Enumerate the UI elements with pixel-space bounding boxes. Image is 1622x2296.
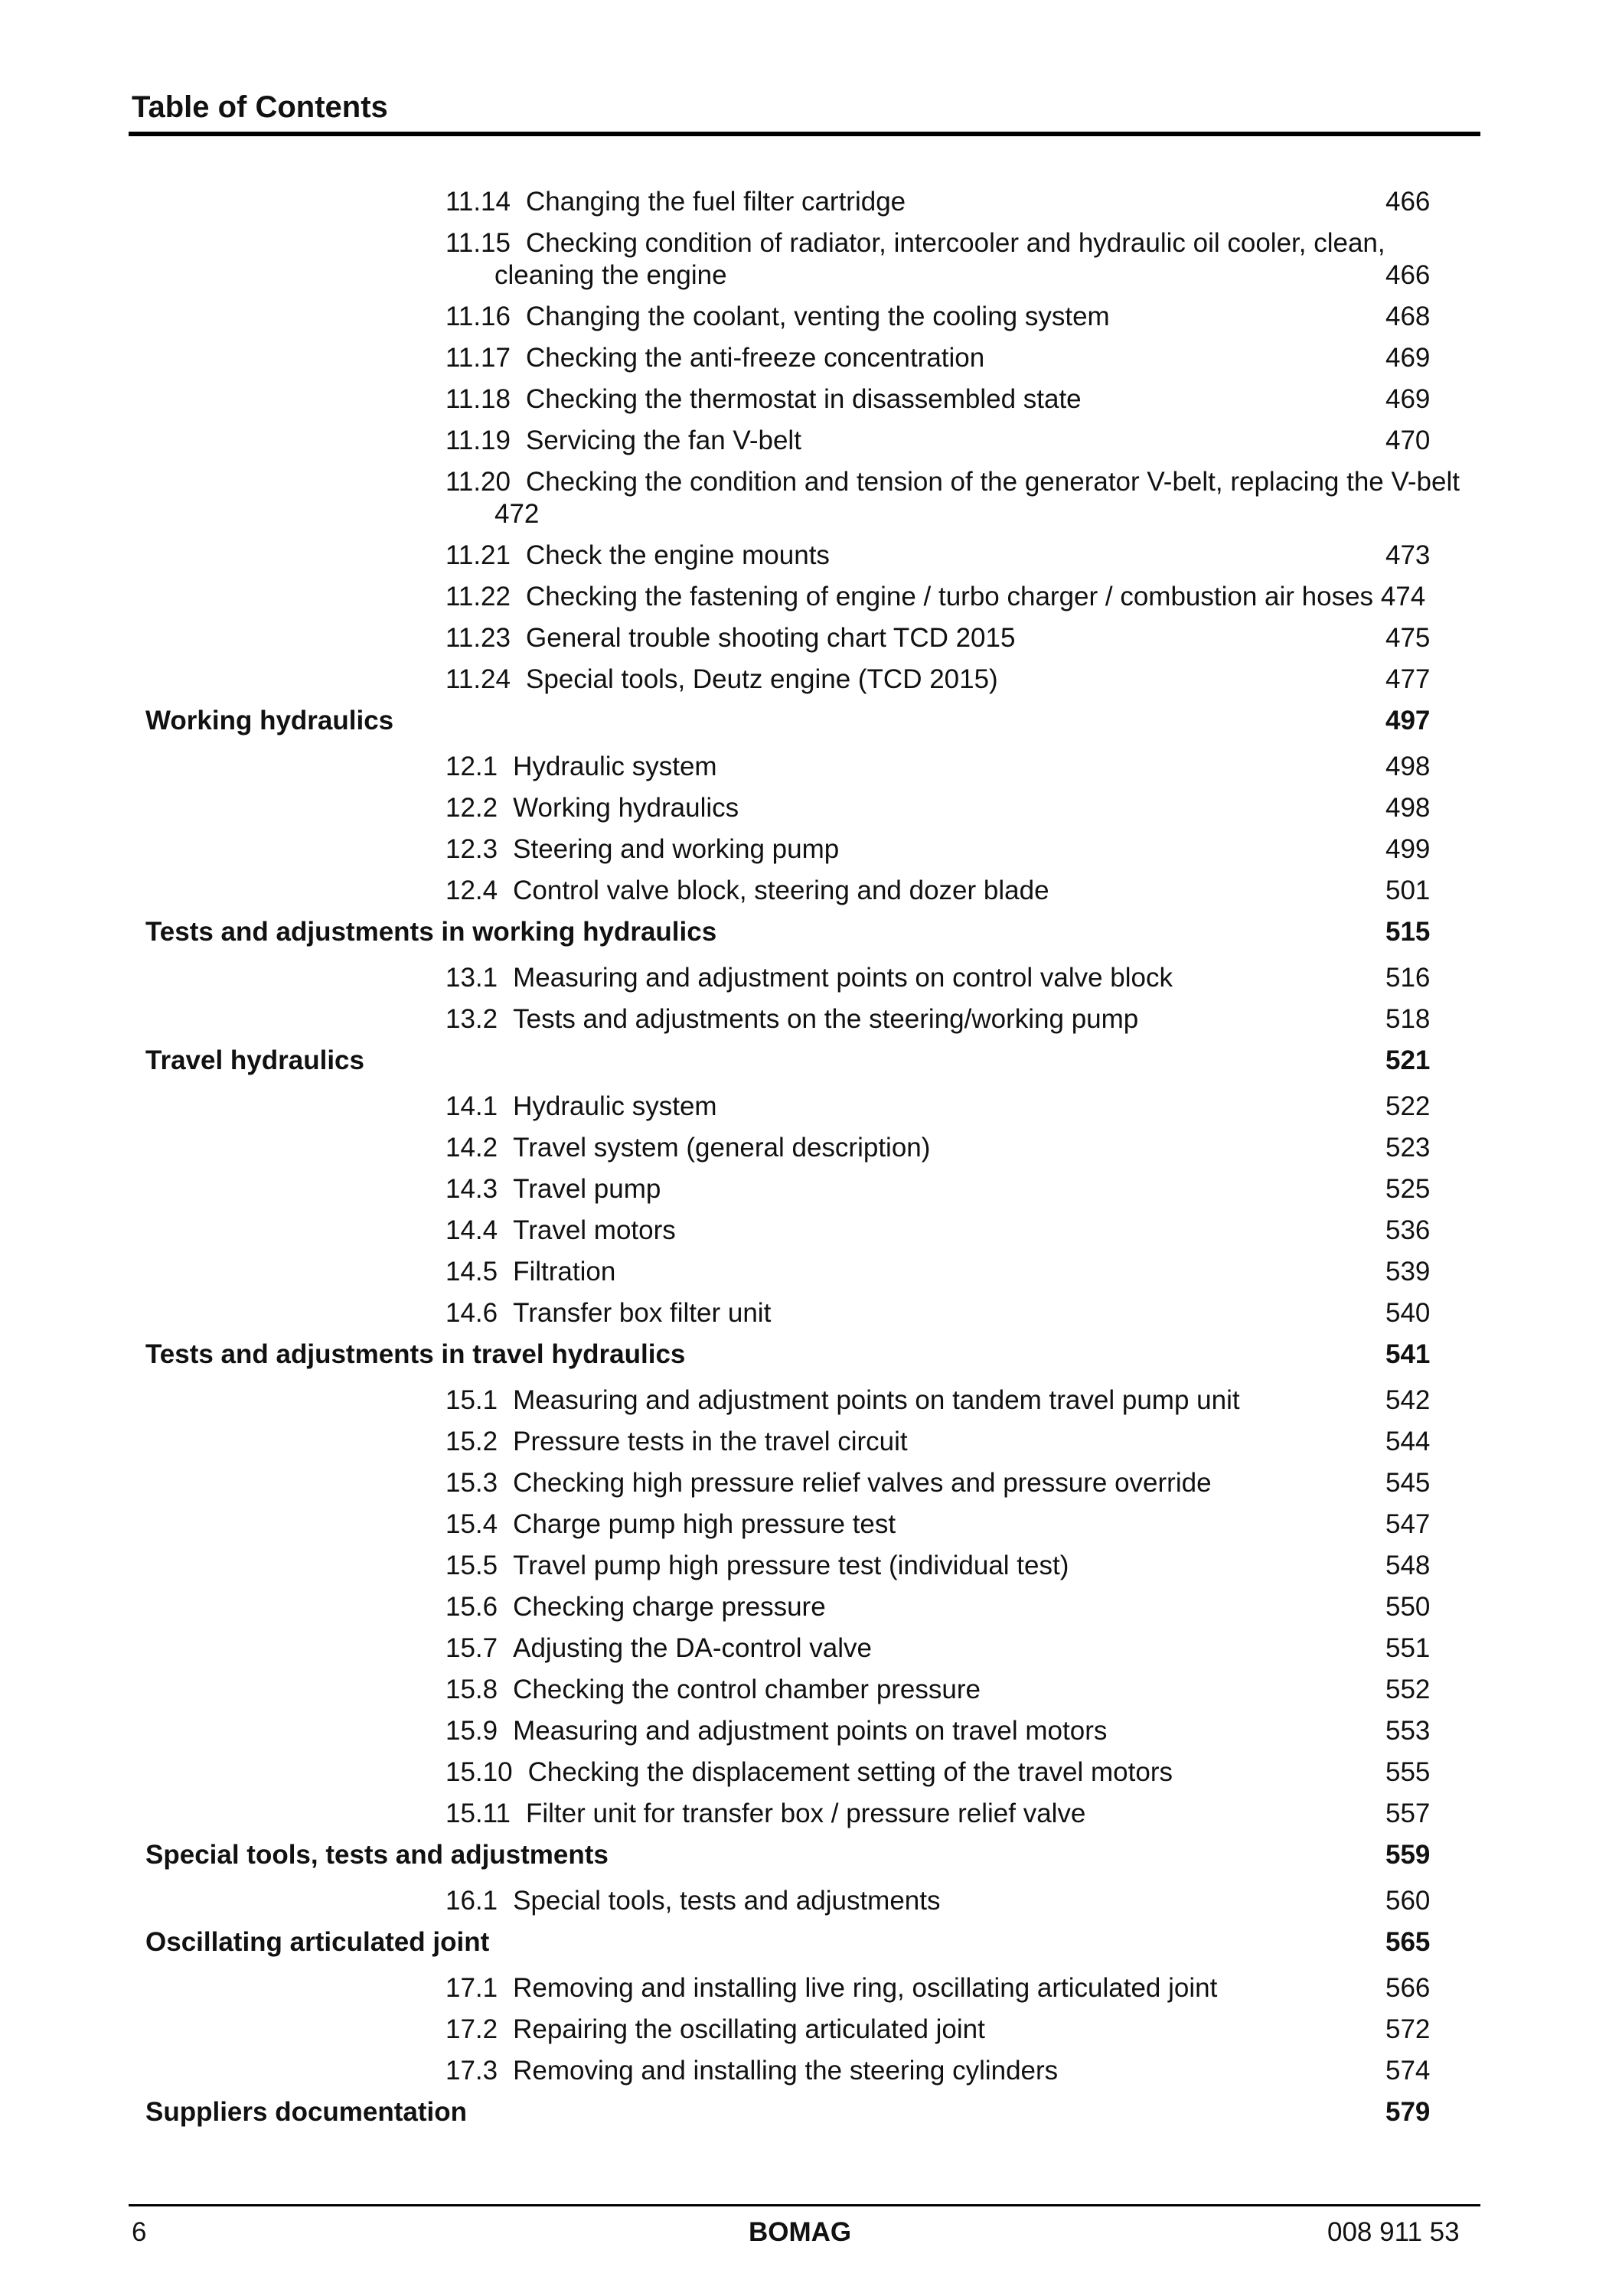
- toc-entry-title: Measuring and adjustment points on travel motors: [513, 1716, 1108, 1746]
- toc-entry-page: 501: [1385, 876, 1431, 905]
- toc-entry-number: 11.23: [445, 623, 511, 653]
- toc-entry: [445, 383, 1082, 416]
- toc-entry-title: Checking the anti-freeze concentration: [526, 343, 985, 373]
- toc-entry-title: Checking the thermostat in disassembled state: [526, 384, 1082, 414]
- toc-entry-number: 11.16: [445, 302, 511, 331]
- toc-entry-number: 11.14: [445, 187, 511, 217]
- toc-entry: [445, 1673, 981, 1707]
- toc-entry-title: Changing the coolant, venting the cooling system: [526, 302, 1110, 331]
- toc-chapter-page: 515: [1385, 917, 1431, 947]
- toc-entry: [445, 185, 906, 219]
- toc-entry-number: 17.2: [445, 2014, 498, 2044]
- toc-entry: [445, 1296, 771, 1330]
- toc-entry-number: 13.1: [445, 963, 498, 993]
- toc-entry-title: Checking charge pressure: [513, 1592, 826, 1622]
- toc-entry-number: 12.4: [445, 876, 498, 905]
- toc-entry-page: 498: [1385, 752, 1431, 781]
- toc-entry: [445, 1797, 1085, 1831]
- toc-entry-continuation: cleaning the engine: [494, 260, 727, 290]
- toc-entry-title: Travel pump: [513, 1174, 661, 1204]
- toc-entry-title: Servicing the fan V-belt: [526, 426, 801, 455]
- toc-entry-page: 470: [1385, 426, 1431, 455]
- toc-entry-page: 550: [1385, 1592, 1431, 1622]
- footer-doc-number: 008 911 53: [1327, 2217, 1460, 2247]
- toc-entry-number: 15.1: [445, 1385, 498, 1415]
- toc-entry-page: 555: [1385, 1757, 1431, 1787]
- toc-entry-number: 11.24: [445, 664, 511, 694]
- toc-entry-title: Adjusting the DA-control valve: [513, 1633, 872, 1663]
- toc-chapter-title: Special tools, tests and adjustments: [145, 1840, 609, 1870]
- toc-chapter-page: 497: [1385, 706, 1431, 735]
- toc-entry-number: 13.2: [445, 1004, 498, 1034]
- toc-entry: [445, 1384, 1240, 1417]
- toc-entry: [445, 1884, 940, 1918]
- toc-entry-number: 11.22: [445, 582, 511, 612]
- toc-entry-page: 523: [1385, 1133, 1431, 1163]
- toc-entry-number: 15.10: [445, 1757, 513, 1787]
- toc-entry-title: Hydraulic system: [513, 752, 717, 781]
- toc-entry: [445, 1090, 717, 1124]
- toc-entry-number: 15.7: [445, 1633, 498, 1663]
- toc-entry-page: 498: [1385, 793, 1431, 823]
- toc-entry: [445, 2013, 985, 2047]
- toc-chapter-title: Tests and adjustments in working hydraulics: [145, 917, 717, 947]
- toc-entry-number: 15.2: [445, 1427, 498, 1456]
- toc-entry: [445, 621, 1015, 655]
- toc-entry: [445, 465, 1460, 499]
- toc-entry-title: Special tools, Deutz engine (TCD 2015): [526, 664, 998, 694]
- toc-entry-page: 522: [1385, 1091, 1431, 1121]
- toc-entry-page: 475: [1385, 623, 1431, 653]
- toc-entry-number: 16.1: [445, 1886, 498, 1916]
- toc-entry-page: 566: [1385, 1973, 1431, 2003]
- toc-chapter-page: 541: [1385, 1339, 1431, 1369]
- toc-entry-page: 542: [1385, 1385, 1431, 1415]
- footer-page-number: 6: [132, 2217, 147, 2247]
- toc-entry-title: Control valve block, steering and dozer blade: [513, 876, 1049, 905]
- page-title: Table of Contents: [132, 90, 388, 124]
- toc-entry-title: Charge pump high pressure test: [513, 1509, 896, 1539]
- toc-chapter-page: 521: [1385, 1045, 1431, 1075]
- toc-entry-title: Travel pump high pressure test (individual test): [513, 1551, 1069, 1580]
- toc-entry: [445, 1466, 1212, 1500]
- toc-entry-page: 539: [1385, 1257, 1431, 1287]
- toc-entry-number: 12.2: [445, 793, 498, 823]
- toc-entry: [445, 1425, 908, 1459]
- toc-entry-number: 15.8: [445, 1675, 498, 1704]
- toc-entry-page: 499: [1385, 834, 1431, 864]
- toc-entry: [445, 663, 998, 696]
- toc-entry-page: 466: [1385, 187, 1431, 217]
- toc-entry: [445, 833, 839, 866]
- toc-entry-page: 473: [1385, 540, 1431, 570]
- toc-entry: [445, 791, 739, 825]
- toc-entry-page: 469: [1385, 343, 1431, 373]
- toc-entry-title: Transfer box filter unit: [513, 1298, 772, 1328]
- footer-rule: [129, 2204, 1480, 2206]
- toc-entry: [445, 300, 1110, 334]
- toc-entry-number: 11.20: [445, 467, 511, 497]
- toc-entry: [445, 750, 717, 784]
- toc-entry-number: 12.1: [445, 752, 498, 781]
- toc-entry-number: 11.21: [445, 540, 511, 570]
- toc-entry-title: Check the engine mounts: [526, 540, 830, 570]
- toc-entry-number: 12.3: [445, 834, 498, 864]
- toc-entry-number: 11.15: [445, 228, 511, 258]
- toc-entry-title: Travel system (general description): [513, 1133, 931, 1163]
- toc-entry-title: Measuring and adjustment points on tandem travel pump unit: [513, 1385, 1240, 1415]
- toc-entry: [445, 1255, 615, 1289]
- toc-entry-title: Filtration: [513, 1257, 616, 1287]
- toc-entry-number: 17.1: [445, 1973, 498, 2003]
- toc-entry-title: Steering and working pump: [513, 834, 840, 864]
- toc-entry-number: 11.17: [445, 343, 511, 373]
- toc-entry: [445, 1549, 1069, 1583]
- toc-entry-page: 540: [1385, 1298, 1431, 1328]
- toc-entry-continuation: 472: [494, 499, 540, 529]
- toc-entry-number: 15.11: [445, 1799, 511, 1828]
- toc-entry-title: Hydraulic system: [513, 1091, 717, 1121]
- toc-entry: [445, 424, 801, 458]
- toc-entry-page: 469: [1385, 384, 1431, 414]
- toc-entry-number: 11.19: [445, 426, 511, 455]
- toc-entry-title: Removing and installing the steering cylinders: [513, 2056, 1059, 2086]
- toc-entry-number: 14.1: [445, 1091, 498, 1121]
- toc-entry-page: 545: [1385, 1468, 1431, 1498]
- toc-entry-title: Special tools, tests and adjustments: [513, 1886, 941, 1916]
- toc-entry-page: 525: [1385, 1174, 1431, 1204]
- toc-entry-page: 560: [1385, 1886, 1431, 1916]
- toc-entry: [445, 961, 1173, 995]
- toc-entry-page: 516: [1385, 963, 1431, 993]
- toc-entry: [445, 1214, 676, 1247]
- toc-chapter-title: Travel hydraulics: [145, 1045, 364, 1075]
- footer-brand: BOMAG: [749, 2217, 852, 2247]
- toc-entry-title: Checking condition of radiator, intercooler and hydraulic oil cooler, clean,: [526, 228, 1385, 258]
- toc-entry-title: Checking high pressure relief valves and pressure override: [513, 1468, 1212, 1498]
- toc-entry: [445, 1632, 872, 1665]
- toc-entry-title: Filter unit for transfer box / pressure relief valve: [526, 1799, 1086, 1828]
- toc-entry-page: 574: [1385, 2056, 1431, 2086]
- toc-chapter-page: 559: [1385, 1840, 1431, 1870]
- toc-entry-page: 536: [1385, 1215, 1431, 1245]
- toc-entry-page: 544: [1385, 1427, 1431, 1456]
- toc-entry: [445, 1131, 930, 1165]
- toc-entry-page: 572: [1385, 2014, 1431, 2044]
- toc-entry-page: 553: [1385, 1716, 1431, 1746]
- toc-entry-page: 477: [1385, 664, 1431, 694]
- toc-entry-title: Travel motors: [513, 1215, 676, 1245]
- toc-entry-title: Working hydraulics: [513, 793, 739, 823]
- toc-entry-title: Checking the condition and tension of the generator V-belt, replacing the V-belt: [526, 467, 1460, 497]
- toc-entry-number: 17.3: [445, 2056, 498, 2086]
- toc-entry-number: 15.5: [445, 1551, 498, 1580]
- toc-entry: [445, 1714, 1107, 1748]
- toc-entry-number: 15.3: [445, 1468, 498, 1498]
- toc-entry-page: 552: [1385, 1675, 1431, 1704]
- toc-entry-page: 548: [1385, 1551, 1431, 1580]
- toc-chapter-title: Working hydraulics: [145, 706, 394, 735]
- toc-entry-number: 11.18: [445, 384, 511, 414]
- toc-entry: [445, 1756, 1173, 1789]
- toc-chapter-title: Tests and adjustments in travel hydraulics: [145, 1339, 686, 1369]
- toc-entry: [445, 874, 1049, 908]
- toc-entry-number: 15.4: [445, 1509, 498, 1539]
- toc-entry: [445, 1172, 661, 1206]
- toc-entry-page: 466: [1385, 260, 1431, 290]
- toc-entry-title: General trouble shooting chart TCD 2015: [526, 623, 1016, 653]
- toc-entry-number: 14.5: [445, 1257, 498, 1287]
- toc-entry: [445, 1590, 826, 1624]
- toc-entry-page: 557: [1385, 1799, 1431, 1828]
- toc-entry-title: Changing the fuel filter cartridge: [526, 187, 906, 217]
- toc-entry: [445, 1971, 1217, 2005]
- toc-entry-title: Tests and adjustments on the steering/working pump: [513, 1004, 1139, 1034]
- toc-chapter-page: 565: [1385, 1927, 1431, 1957]
- toc-entry-title: Pressure tests in the travel circuit: [513, 1427, 908, 1456]
- toc-entry: [445, 341, 984, 375]
- toc-entry-number: 15.6: [445, 1592, 498, 1622]
- toc-entry-title: Checking the fastening of engine / turbo charger / combustion air hoses 474: [526, 582, 1426, 612]
- toc-entry: [445, 227, 1385, 260]
- toc-entry: [445, 539, 830, 572]
- toc-chapter-page: 579: [1385, 2097, 1431, 2127]
- toc-entry: [445, 580, 1425, 614]
- toc-entry-number: 14.4: [445, 1215, 498, 1245]
- toc-entry-page: 468: [1385, 302, 1431, 331]
- toc-entry-page: 518: [1385, 1004, 1431, 1034]
- toc-entry-number: 14.6: [445, 1298, 498, 1328]
- toc-chapter-title: Suppliers documentation: [145, 2097, 468, 2127]
- toc-chapter-title: Oscillating articulated joint: [145, 1927, 490, 1957]
- toc-entry-title: Checking the displacement setting of the travel motors: [527, 1757, 1173, 1787]
- toc-entry-number: 14.3: [445, 1174, 498, 1204]
- toc-entry-page: 547: [1385, 1509, 1431, 1539]
- toc-entry-number: 15.9: [445, 1716, 498, 1746]
- toc-entry-page: 551: [1385, 1633, 1431, 1663]
- toc-entry: [445, 2054, 1058, 2088]
- toc-entry-title: Checking the control chamber pressure: [513, 1675, 981, 1704]
- toc-entry-number: 14.2: [445, 1133, 498, 1163]
- toc-entry: [445, 1508, 896, 1541]
- toc-entry-title: Repairing the oscillating articulated joint: [513, 2014, 985, 2044]
- toc-entry-title: Removing and installing live ring, oscillating articulated joint: [513, 1973, 1218, 2003]
- toc-entry: [445, 1003, 1138, 1036]
- toc-entry-title: Measuring and adjustment points on control valve block: [513, 963, 1173, 993]
